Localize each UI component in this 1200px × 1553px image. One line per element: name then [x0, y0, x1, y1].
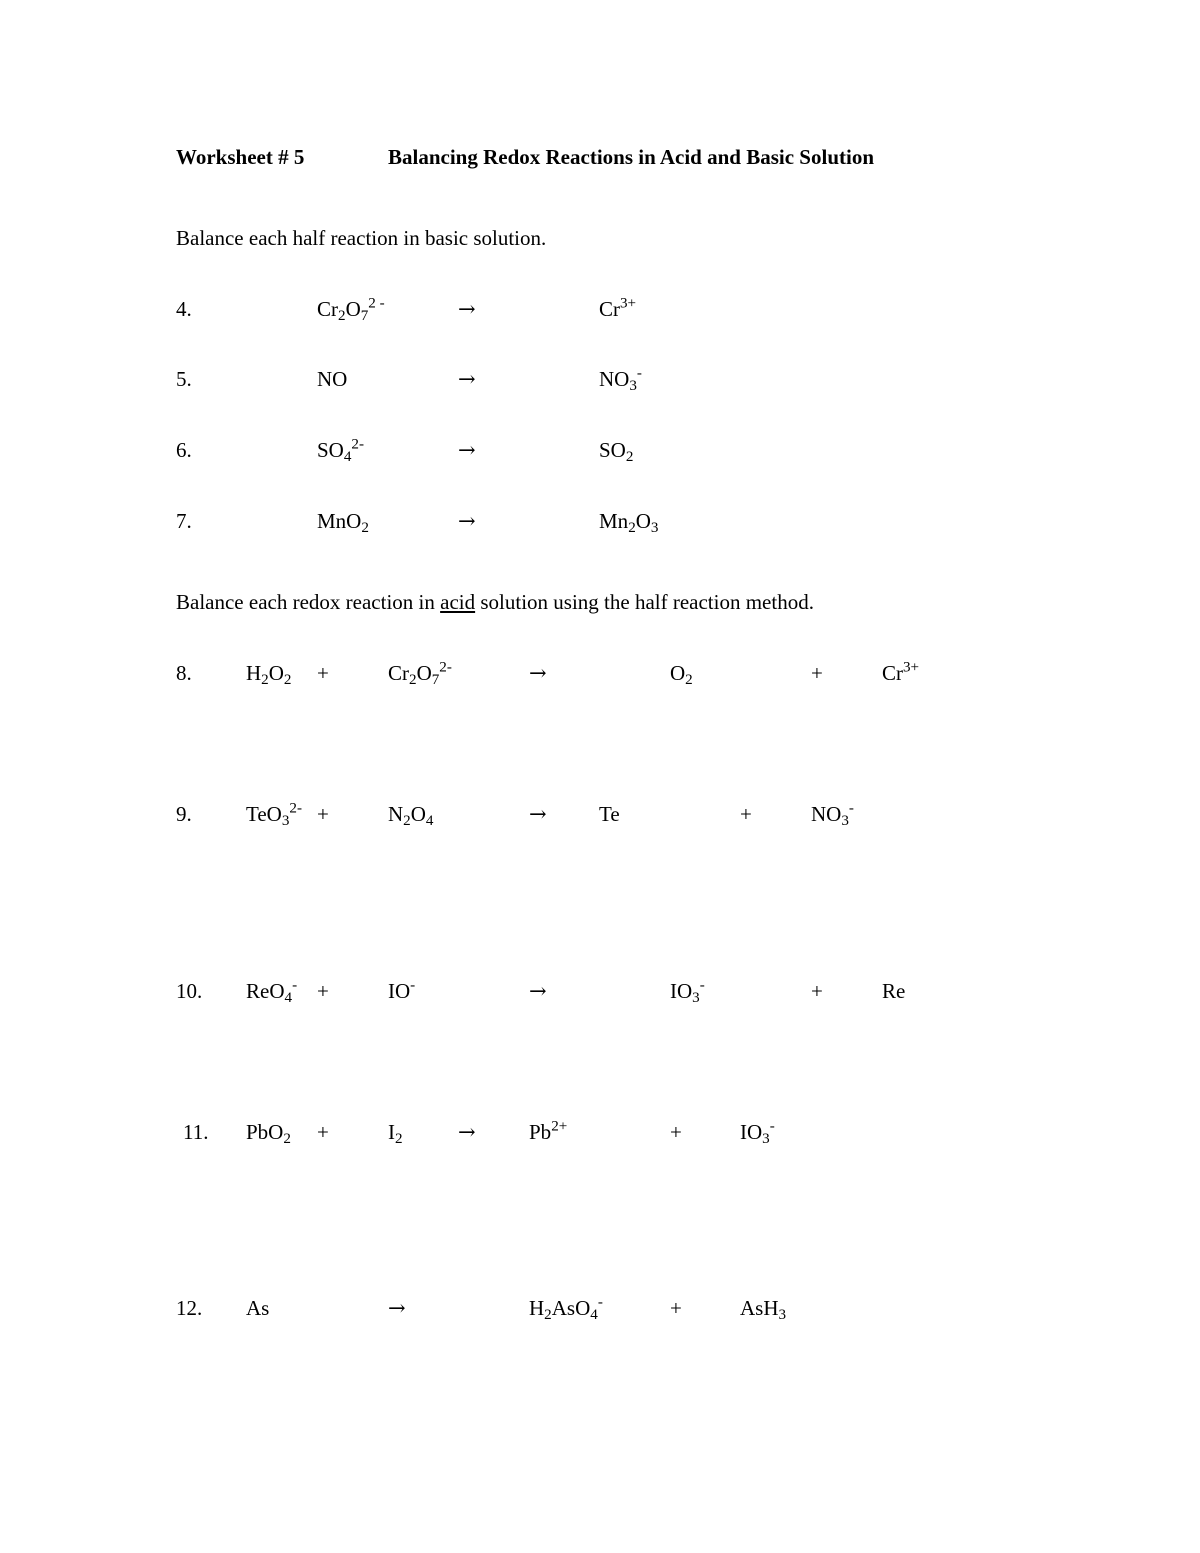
page-title: Balancing Redox Reactions in Acid and Basic Solution — [388, 145, 875, 169]
product: $Cr^{3+}$ — [599, 295, 637, 321]
product-1: Te — [599, 802, 620, 826]
product: $SO_2$ — [599, 438, 634, 465]
plus-sign: + — [317, 979, 329, 1003]
plus-sign: + — [317, 802, 329, 826]
product: $NO_3^-$ — [599, 365, 642, 394]
question-number: 10. — [176, 979, 203, 1003]
product: $Mn_2O_3$ — [599, 509, 659, 536]
reactant-2: $Cr_2O_7^{2-}$ — [388, 659, 452, 688]
reactant-1: As — [246, 1296, 270, 1320]
arrow-icon: → — [529, 802, 547, 826]
product-2: Re — [882, 979, 906, 1003]
arrow-icon: → — [458, 1120, 476, 1144]
plus-sign: + — [317, 1120, 329, 1144]
arrow-icon: → — [388, 1296, 406, 1320]
plus-sign: + — [670, 1120, 682, 1144]
product-2: AsH$_3$ — [740, 1296, 787, 1323]
instruction-acid: Balance each redox reaction in acid solution using the half reaction method. — [176, 590, 814, 614]
product-2: $NO_3^-$ — [811, 800, 854, 829]
question-number: 8. — [176, 661, 192, 685]
product-2: $Cr^{3+}$ — [882, 659, 920, 685]
reactant-1: PbO$_2$ — [246, 1120, 291, 1147]
arrow-icon: → — [529, 979, 547, 1003]
reactant-2: $N_2O_4$ — [388, 802, 434, 829]
reactant-1: ReO$_4$- — [246, 977, 298, 1006]
reactant: $Cr_2O_7^{2 -}$ — [317, 295, 385, 324]
question-number: 6. — [176, 438, 192, 462]
plus-sign: + — [317, 661, 329, 685]
arrow-icon: → — [458, 367, 476, 391]
arrow-icon: → — [529, 661, 547, 685]
product-1: $IO_3^-$ — [670, 977, 705, 1006]
plus-sign: + — [811, 979, 823, 1003]
instruction-basic: Balance each half reaction in basic solution. — [176, 226, 547, 250]
reactant: MnO$_2$ — [317, 509, 369, 536]
question-number: 5. — [176, 367, 192, 391]
plus-sign: + — [811, 661, 823, 685]
reactant-1: $H_2O_2$ — [246, 661, 292, 688]
question-number: 12. — [176, 1296, 203, 1320]
question-number: 7. — [176, 509, 192, 533]
question-number: 9. — [176, 802, 192, 826]
plus-sign: + — [670, 1296, 682, 1320]
reactant: $SO_4^{2-}$ — [317, 436, 365, 465]
reactant-1: TeO$_3^{2-}$ — [246, 800, 303, 829]
worksheet-number: Worksheet # 5 — [176, 145, 305, 169]
product-1: $H_2AsO_4^-$ — [529, 1294, 603, 1323]
arrow-icon: → — [458, 297, 476, 321]
question-number: 11. — [183, 1120, 209, 1144]
arrow-icon: → — [458, 509, 476, 533]
product-2: $IO_3^-$ — [740, 1118, 775, 1147]
reactant-2: IO- — [388, 977, 416, 1003]
reactant-2: $I_2$ — [388, 1120, 403, 1147]
product-1: $O_2$ — [670, 661, 693, 688]
product-1: $Pb^{2+}$ — [529, 1118, 568, 1144]
underlined-acid: acid — [440, 590, 476, 614]
question-number: 4. — [176, 297, 192, 321]
plus-sign: + — [740, 802, 752, 826]
reactant: NO — [317, 367, 348, 391]
arrow-icon: → — [458, 438, 476, 462]
